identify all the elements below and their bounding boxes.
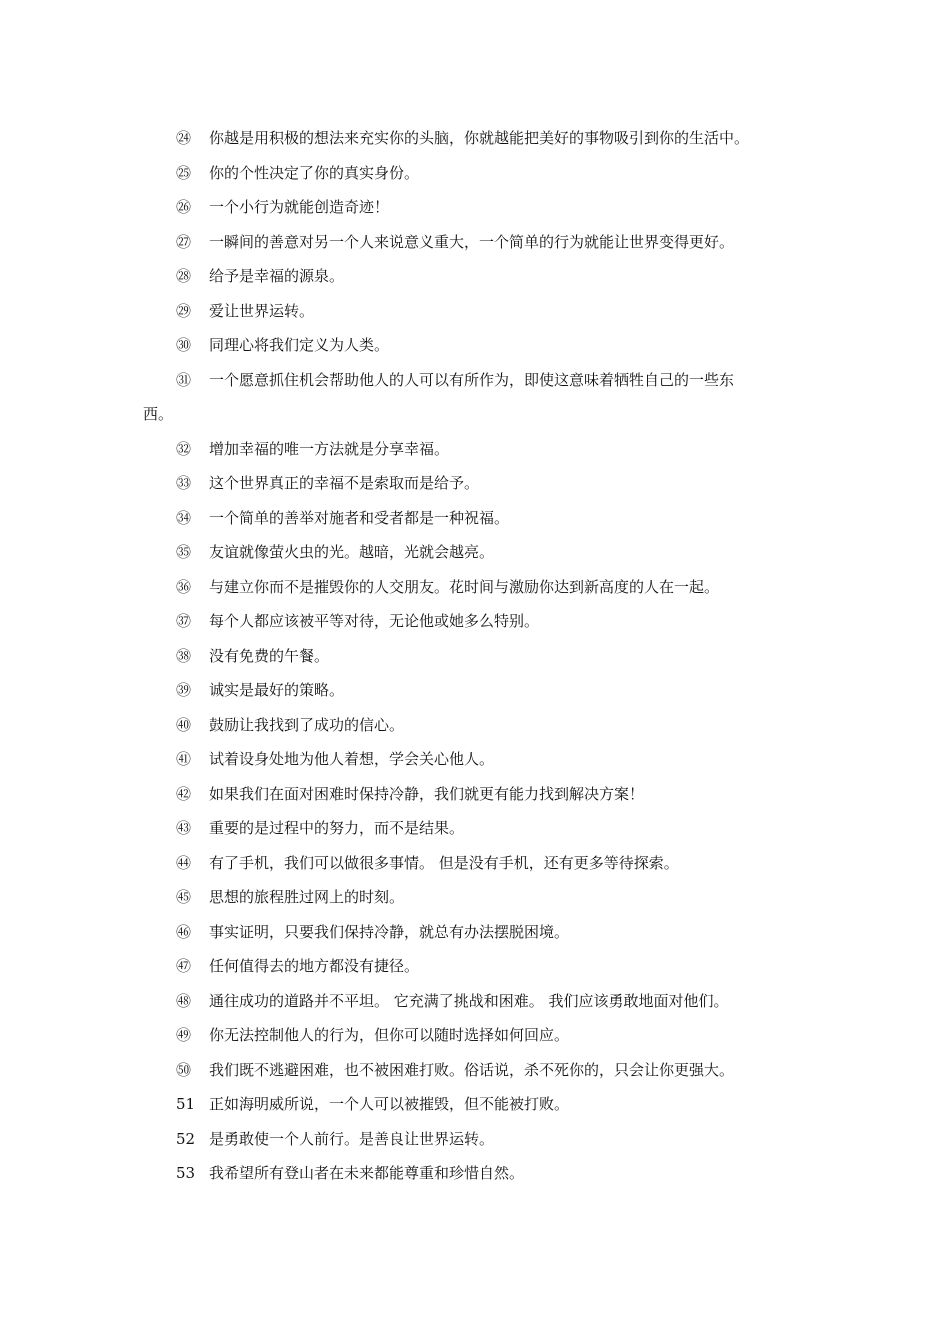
list-item <box>0 639 950 674</box>
list-item <box>0 190 950 225</box>
item-number: ㊼ <box>176 957 192 975</box>
list-item <box>0 1122 950 1157</box>
item-number: ㊵ <box>176 715 192 734</box>
list-item <box>0 604 950 639</box>
item-number: ㉙ <box>176 301 192 320</box>
list-item <box>0 915 950 950</box>
list-item <box>0 949 950 984</box>
list-item <box>0 432 950 467</box>
item-text: 与建立你而不是摧毁你的人交朋友。花时间与激励你达到新高度的人在一起。 <box>209 577 720 596</box>
item-text: 我们既不逃避困难，也不被困难打败。俗话说，杀不死你的，只会让你更强大。 <box>209 1060 735 1079</box>
list-item <box>0 156 950 191</box>
list-item <box>0 121 950 156</box>
list-item <box>0 1156 950 1191</box>
list-item <box>0 501 950 536</box>
item-text: 如果我们在面对困难时保持冷静，我们就更有能力找到解决方案！ <box>209 784 645 803</box>
list-item <box>0 225 950 260</box>
item-number: ㊸ <box>176 819 192 837</box>
list-item <box>0 328 950 363</box>
item-number: ㉗ <box>176 232 192 251</box>
list-item <box>0 363 950 398</box>
item-number: ㉜ <box>176 439 192 458</box>
item-number: ㉞ <box>176 508 192 527</box>
list-item-continuation <box>0 397 950 432</box>
list-item <box>0 708 950 743</box>
item-text: 一个简单的善举对施者和受者都是一种祝福。 <box>209 508 510 527</box>
item-text: 一个愿意抓住机会帮助他人的人可以有所作为，即使这意味着牺牲自己的一些东 <box>209 370 735 389</box>
item-text: 重要的是过程中的努力，而不是结果。 <box>209 819 465 837</box>
item-text: 一个小行为就能创造奇迹！ <box>209 198 390 216</box>
item-text: 任何值得去的地方都没有捷径。 <box>209 957 420 975</box>
list-item <box>0 811 950 846</box>
item-number: ㉝ <box>176 474 192 492</box>
item-text: 同理心将我们定义为人类。 <box>209 336 390 354</box>
item-text: 你的个性决定了你的真实身份。 <box>209 163 420 182</box>
list-item <box>0 742 950 777</box>
list-item <box>0 984 950 1019</box>
list-item <box>0 777 950 812</box>
item-number: 52 <box>176 1129 196 1148</box>
list-item <box>0 846 950 881</box>
item-text: 有了手机，我们可以做很多事情。 但是没有手机，还有更多等待探索。 <box>209 853 679 872</box>
item-number: 53 <box>176 1164 196 1182</box>
item-text: 事实证明，只要我们保持冷静，就总有办法摆脱困境。 <box>209 922 570 941</box>
item-number: ㊲ <box>176 612 192 630</box>
item-text: 一瞬间的善意对另一个人来说意义重大，一个简单的行为就能让世界变得更好。 <box>209 232 735 251</box>
list-item <box>0 1087 950 1122</box>
item-text: 你越是用积极的想法来充实你的头脑，你就越能把美好的事物吸引到你的生活中。 <box>209 129 750 147</box>
item-text: 爱让世界运转。 <box>209 301 315 320</box>
item-number: ㊺ <box>176 888 192 906</box>
item-number: ㉔ <box>176 129 192 147</box>
item-text: 我希望所有登山者在未来都能尊重和珍惜自然。 <box>209 1164 525 1182</box>
item-number: ㊱ <box>176 577 192 596</box>
item-text: 正如海明威所说，一个人可以被摧毁，但不能被打败。 <box>209 1095 570 1113</box>
list-item <box>0 294 950 329</box>
item-number: ㊴ <box>176 681 192 699</box>
quote-list <box>0 121 950 1191</box>
item-number: ㉘ <box>176 267 192 285</box>
item-text: 每个人都应该被平等对待，无论他或她多么特别。 <box>209 612 540 630</box>
item-number: ㉟ <box>176 543 192 561</box>
item-text: 给予是幸福的源泉。 <box>209 267 345 285</box>
item-number: ㉚ <box>176 336 192 354</box>
item-number: ㊹ <box>176 853 192 872</box>
list-item <box>0 880 950 915</box>
list-item <box>0 570 950 605</box>
item-text: 思想的旅程胜过网上的时刻。 <box>209 888 405 906</box>
list-item <box>0 673 950 708</box>
list-item <box>0 1053 950 1088</box>
item-number: ㉖ <box>176 198 192 216</box>
item-text: 试着设身处地为他人着想，学会关心他人。 <box>209 750 495 768</box>
item-text: 诚实是最好的策略。 <box>209 681 345 699</box>
item-number: ㊳ <box>176 646 192 665</box>
item-text: 没有免费的午餐。 <box>209 646 330 665</box>
item-number: ㊷ <box>176 784 192 803</box>
list-item <box>0 259 950 294</box>
item-text: 增加幸福的唯一方法就是分享幸福。 <box>209 439 450 458</box>
item-number: 51 <box>176 1095 196 1113</box>
item-number: ㊾ <box>176 1026 192 1044</box>
item-text: 鼓励让我找到了成功的信心。 <box>209 715 405 734</box>
item-text-continuation: 西。 <box>143 405 174 423</box>
item-text: 友谊就像萤火虫的光。越暗，光就会越亮。 <box>209 543 495 561</box>
list-item <box>0 535 950 570</box>
item-text: 你无法控制他人的行为，但你可以随时选择如何回应。 <box>209 1026 570 1044</box>
item-text: 这个世界真正的幸福不是索取而是给予。 <box>209 474 480 492</box>
item-number: ㉛ <box>176 370 192 389</box>
item-number: ㊶ <box>176 750 192 768</box>
list-item <box>0 1018 950 1053</box>
item-text: 是勇敢使一个人前行。是善良让世界运转。 <box>209 1129 495 1148</box>
item-number: ㊽ <box>176 991 192 1010</box>
item-text: 通往成功的道路并不平坦。 它充满了挑战和困难。 我们应该勇敢地面对他们。 <box>209 991 729 1010</box>
item-number: ㉕ <box>176 163 192 182</box>
item-number: ㊿ <box>176 1060 192 1079</box>
item-number: ㊻ <box>176 922 192 941</box>
list-item <box>0 466 950 501</box>
